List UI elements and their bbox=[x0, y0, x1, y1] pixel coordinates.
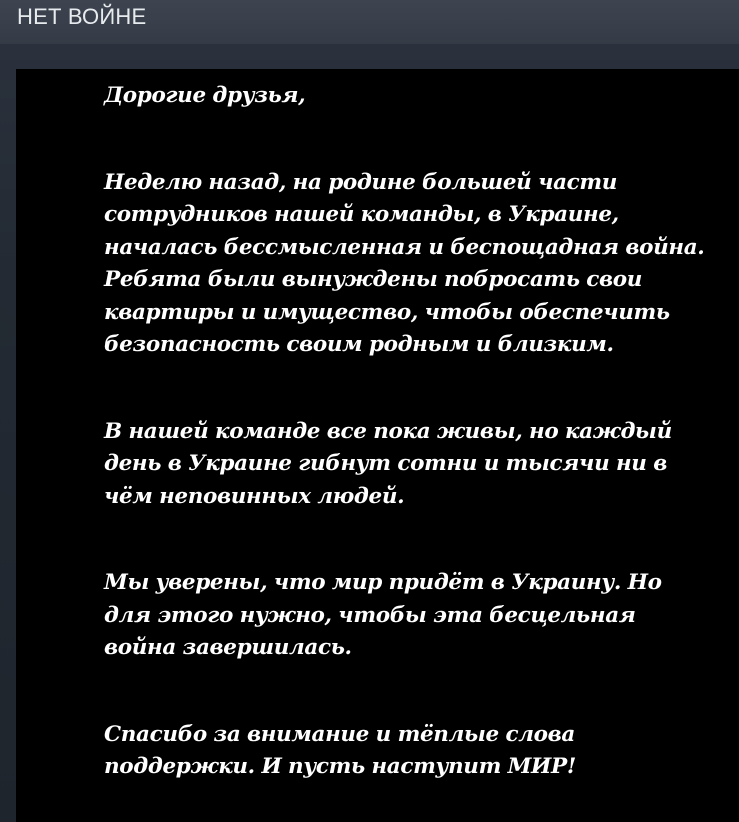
announcement-title: НЕТ ВОЙНЕ bbox=[17, 4, 147, 29]
message-paragraph: В нашей команде все пока живы, но каждый день в Украине гибнут сотни и тысячи ни в чём неповинных людей. bbox=[104, 418, 672, 509]
message-paragraph: Неделю назад, на родине большей части сотрудников нашей команды, в Украине, началась бессмысленная и беспощадная война. Ребята были вынуждены побросать свои квартиры и имущество, чтобы обеспечить безопасность своим родным и близким. bbox=[104, 169, 705, 357]
announcement-header bbox=[0, 0, 739, 44]
message-paragraph: Мы уверены, что мир придёт в Украину. Но для этого нужно, чтобы эта бесцельная война завершилась. bbox=[104, 570, 662, 660]
announcement-message bbox=[104, 80, 734, 784]
message-paragraph: Спасибо за внимание и тёплые слова поддержки. И пусть наступит МИР! bbox=[104, 721, 576, 779]
message-greeting: Дорогие друзья, bbox=[104, 83, 306, 108]
